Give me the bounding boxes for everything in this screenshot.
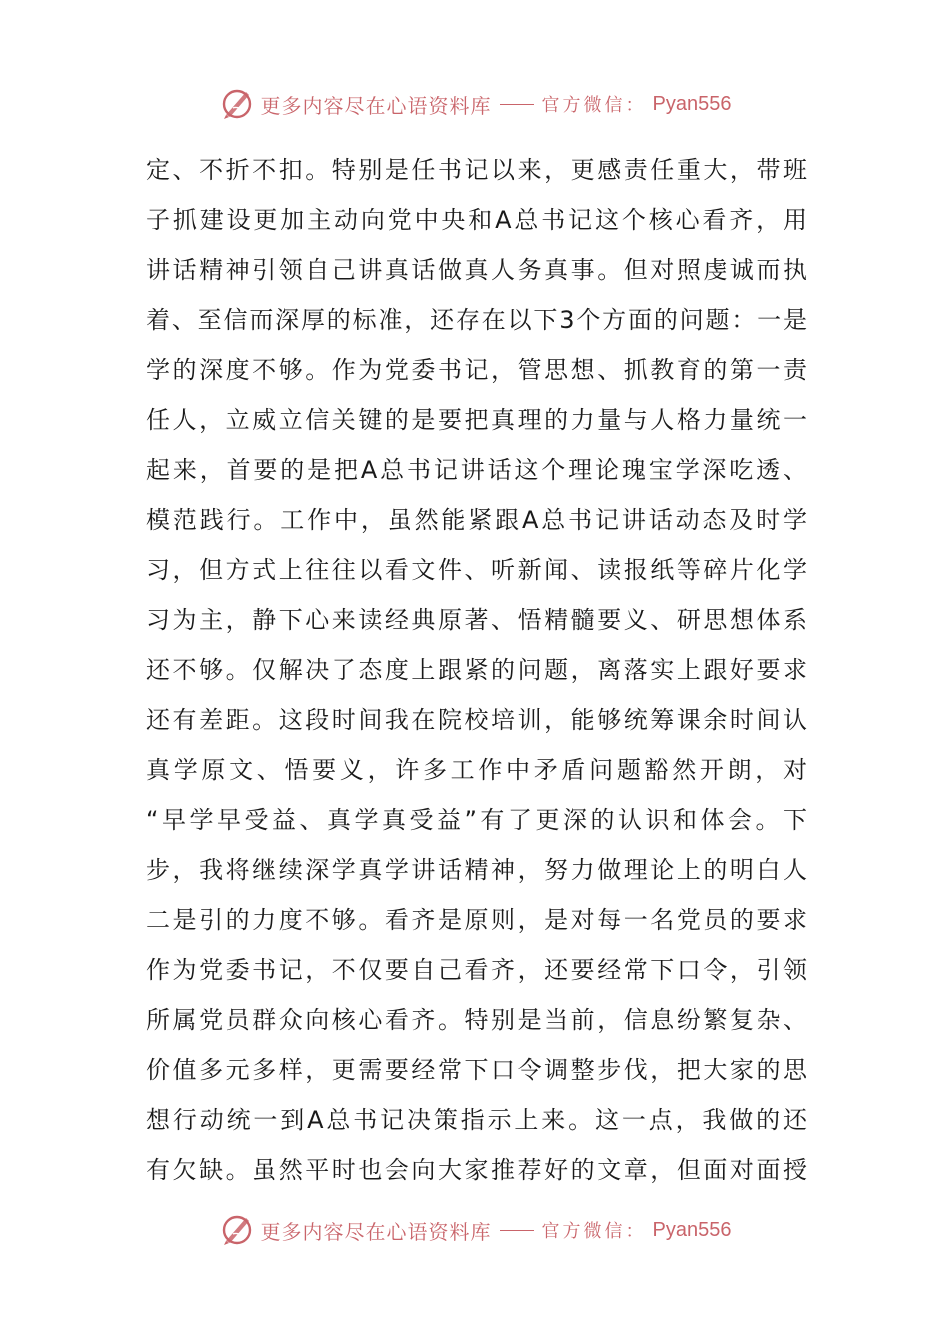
text-line: 习，但方式上往往以看文件、听新闻、读报纸等碎片化学	[146, 556, 808, 584]
text-line: 起来，首要的是把A总书记讲话这个理论瑰宝学深吃透、	[146, 456, 808, 484]
text-line: 任人，立威立信关键的是要把真理的力量与人格力量统一	[146, 406, 808, 434]
text-line: 真学原文、悟要义，许多工作中矛盾问题豁然开朗，对	[146, 756, 808, 784]
header-official-label: 官方微信：	[541, 95, 647, 116]
text-line: 所属党员群众向核心看齐。特别是当前，信息纷繁复杂、	[146, 1006, 808, 1034]
footer-dash	[500, 1230, 534, 1231]
header-watermark	[0, 82, 950, 126]
text-line: 习为主，静下心来读经典原著、悟精髓要义、研思想体系	[146, 606, 808, 634]
header-dash	[500, 104, 534, 105]
header-wechat-handle: Pyan556	[652, 92, 732, 115]
footer-official-label: 官方微信：	[541, 1221, 647, 1242]
text-line: 讲话精神引领自己讲真话做真人务真事。但对照虔诚而执	[146, 256, 808, 284]
pen-circle-logo-icon	[219, 86, 255, 122]
text-line: 二是引的力度不够。看齐是原则，是对每一名党员的要求	[146, 906, 808, 934]
header-brand-text: 更多内容尽在心语资料库	[260, 93, 492, 118]
document-body	[146, 145, 808, 1195]
text-line: 还有差距。这段时间我在院校培训，能够统筹课余时间认	[146, 706, 808, 734]
text-line: 作为党委书记，不仅要自己看齐，还要经常下口令，引领	[146, 956, 808, 984]
text-line: 有欠缺。虽然平时也会向大家推荐好的文章，但面对面授	[146, 1156, 808, 1184]
text-line: 定、不折不扣。特别是任书记以来，更感责任重大，带班	[146, 156, 808, 184]
footer-watermark	[0, 1208, 950, 1252]
text-line: 学的深度不够。作为党委书记，管思想、抓教育的第一责	[146, 356, 808, 384]
text-line: 着、至信而深厚的标准，还存在以下3个方面的问题：一是	[146, 306, 808, 334]
text-line: 价值多元多样，更需要经常下口令调整步伐，把大家的思	[146, 1056, 808, 1084]
text-line: 模范践行。工作中，虽然能紧跟A总书记讲话动态及时学	[146, 506, 808, 534]
text-line: 还不够。仅解决了态度上跟紧的问题，离落实上跟好要求	[146, 656, 808, 684]
text-line: 想行动统一到A总书记决策指示上来。这一点，我做的还	[146, 1106, 808, 1134]
pen-circle-logo-icon	[219, 1212, 255, 1248]
text-line: 子抓建设更加主动向党中央和A总书记这个核心看齐，用	[146, 206, 808, 234]
footer-wechat-handle: Pyan556	[652, 1218, 732, 1241]
text-line: 步，我将继续深学真学讲话精神，努力做理论上的明白人	[146, 856, 808, 884]
footer-brand-text: 更多内容尽在心语资料库	[260, 1219, 492, 1244]
text-line: “早学早受益、真学真受益”有了更深的认识和体会。下	[146, 806, 808, 834]
